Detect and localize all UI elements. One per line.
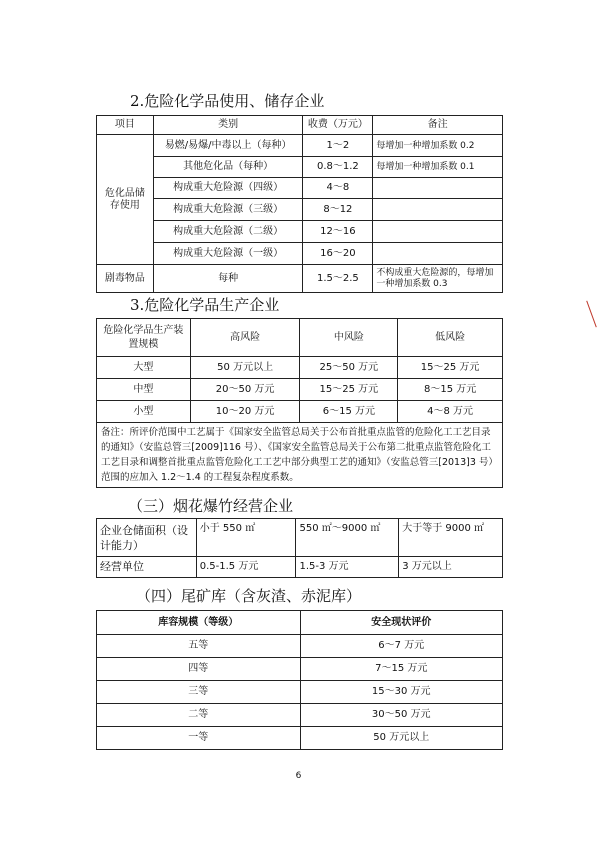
margin-pen-mark [586, 301, 597, 328]
category-cell: 构成重大危险源（三级） [153, 199, 303, 221]
high-cell: 20～50 万元 [190, 379, 300, 401]
header-category: 类别 [153, 116, 303, 135]
fee-cell: 8～12 [303, 199, 373, 221]
fee-cell: 0.8～1.2 [303, 157, 373, 178]
category-cell: 构成重大危险源（二级） [153, 221, 303, 243]
table-row [97, 357, 503, 379]
fee-large: 3 万元以上 [399, 557, 503, 578]
fee-cell: 50 万元以上 [300, 727, 503, 750]
table-row [97, 727, 503, 750]
fee-cell: 16～20 [303, 243, 373, 265]
note-cell [373, 199, 503, 221]
grade-cell: 一等 [97, 727, 301, 750]
header-high-risk: 高风险 [190, 319, 300, 357]
fee-cell: 30～50 万元 [300, 704, 503, 727]
grade-cell: 三等 [97, 681, 301, 704]
note-cell [373, 221, 503, 243]
scale-cell: 中型 [97, 379, 191, 401]
note-cell: 每增加一种增加系数 0.2 [373, 135, 503, 157]
section3-note: 备注：所评价范围中工艺属于《国家安全监管总局关于公布首批重点监管的危险化工工艺目录的通知》（安监总管三[2009]116 号）、《国家安全监管总局关于公布第二批重点监管危险化工工艺目录和调整首批重点监管危险化工工艺中部分典型工艺的通知》（安监总管三[2013]3 号）范围的应加入 1.2～1.4 的工程复杂程度系数。 [97, 423, 503, 488]
unit-label: 经营单位 [97, 557, 197, 578]
grade-cell: 五等 [97, 635, 301, 658]
low-cell: 8～15 万元 [398, 379, 503, 401]
table-header-row [97, 611, 503, 635]
scale-cell: 大型 [97, 357, 191, 379]
note-cell: 每增加一种增加系数 0.1 [373, 157, 503, 178]
fee-cell: 12～16 [303, 221, 373, 243]
fee-cell: 4～8 [303, 178, 373, 199]
tailings-title: （四）尾矿库（含灰渣、赤泥库） [136, 587, 362, 605]
header-scale: 危险化学品生产装置规模 [97, 319, 191, 357]
table-row [97, 265, 503, 293]
fee-cell: 1.5～2.5 [303, 265, 373, 293]
header-grade: 库容规模（等级） [97, 611, 301, 635]
table-row [97, 178, 503, 199]
area-small: 小于 550 ㎡ [196, 519, 296, 557]
note-cell [373, 243, 503, 265]
table-header-row [97, 116, 503, 135]
table-row [97, 157, 503, 178]
note-cell: 不构成重大危险源的，每增加一种增加系数 0.3 [373, 265, 503, 293]
header-low-risk: 低风险 [398, 319, 503, 357]
mid-cell: 6～15 万元 [300, 401, 398, 423]
table-row [97, 519, 503, 557]
grade-cell: 二等 [97, 704, 301, 727]
header-assessment: 安全现状评价 [300, 611, 503, 635]
table-header-row [97, 319, 503, 357]
area-large: 大于等于 9000 ㎡ [399, 519, 503, 557]
header-note: 备注 [373, 116, 503, 135]
header-item: 项目 [97, 116, 154, 135]
mid-cell: 25～50 万元 [300, 357, 398, 379]
table-row [97, 681, 503, 704]
section2-title: 2.危险化学品使用、储存企业 [130, 92, 325, 110]
fee-cell: 1～2 [303, 135, 373, 157]
table-row [97, 243, 503, 265]
low-cell: 4～8 万元 [398, 401, 503, 423]
table-row [97, 635, 503, 658]
table-row [97, 379, 503, 401]
scale-cell: 小型 [97, 401, 191, 423]
section3-title: 3.危险化学品生产企业 [130, 296, 280, 314]
category-cell: 每种 [153, 265, 303, 293]
mid-cell: 15～25 万元 [300, 379, 398, 401]
fee-small: 0.5-1.5 万元 [196, 557, 296, 578]
fee-cell: 7～15 万元 [300, 658, 503, 681]
fireworks-title: （三）烟花爆竹经营企业 [128, 497, 294, 515]
area-label: 企业仓储面积（设计能力） [97, 519, 197, 557]
high-cell: 10～20 万元 [190, 401, 300, 423]
grade-cell: 四等 [97, 658, 301, 681]
section3-table [96, 318, 503, 488]
table-row [97, 704, 503, 727]
fireworks-table [96, 518, 503, 578]
table-row [97, 557, 503, 578]
high-cell: 50 万元以上 [190, 357, 300, 379]
table-row [97, 423, 503, 488]
category-cell: 构成重大危险源（一级） [153, 243, 303, 265]
fee-mid: 1.5-3 万元 [296, 557, 399, 578]
area-mid: 550 ㎡～9000 ㎡ [296, 519, 399, 557]
header-fee: 收费（万元） [303, 116, 373, 135]
header-mid-risk: 中风险 [300, 319, 398, 357]
table-row [97, 401, 503, 423]
group-label: 危化品储存使用 [97, 135, 154, 265]
fee-cell: 6～7 万元 [300, 635, 503, 658]
table-row [97, 135, 503, 157]
low-cell: 15～25 万元 [398, 357, 503, 379]
table-row [97, 199, 503, 221]
note-cell [373, 178, 503, 199]
category-cell: 构成重大危险源（四级） [153, 178, 303, 199]
page-number: 6 [295, 771, 302, 781]
table-row [97, 221, 503, 243]
tailings-table [96, 610, 503, 750]
category-cell: 其他危化品（每种） [153, 157, 303, 178]
item-cell: 剧毒物品 [97, 265, 154, 293]
section2-table [96, 115, 503, 293]
table-row [97, 658, 503, 681]
fee-cell: 15～30 万元 [300, 681, 503, 704]
category-cell: 易燃/易爆/中毒以上（每种） [153, 135, 303, 157]
